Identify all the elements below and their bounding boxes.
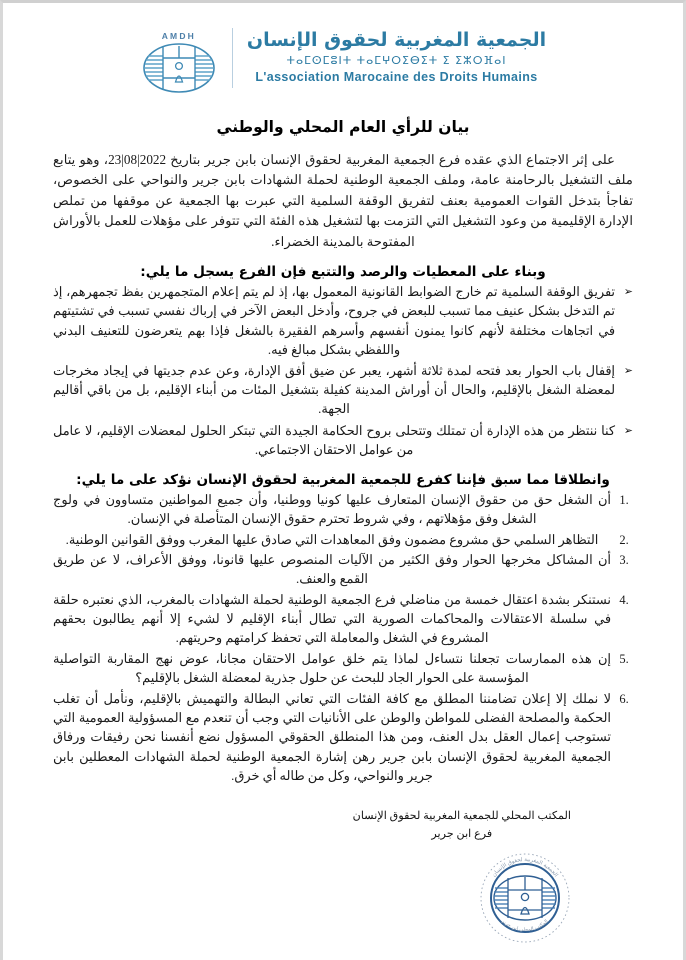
- page-sheet: [9, 8, 677, 960]
- org-name-tifinagh: ⵜⴰⵎⵙⵎⵓⵏⵜ ⵜⴰⵎⵖⵔⵉⴱⵉⵜ ⵉ ⵉⵣⵔⴼⴰⵏ: [286, 53, 507, 67]
- demands-heading: وانطلاقا مما سبق فإننا كفرع للجمعية المغربية لحقوق الإنسان نؤكد على ما يلي:: [76, 471, 610, 488]
- signature-branch: فرع ابن جرير: [431, 828, 493, 841]
- list-item-number: 6 .: [615, 690, 633, 709]
- document-body: [9, 100, 677, 951]
- list-item: [53, 362, 633, 420]
- list-item-text: إن هذه الممارسات تجعلنا نتساءل لماذا يتم خلق عوامل الاحتقان مجانا، عوض نهج المقاربة التواصلية المؤسسة على الحوار الجاد للبحث عن حلول جذرية لمعضلة الشغل بالإقليم؟: [53, 651, 611, 686]
- stamp-area: [53, 850, 633, 951]
- list-item-text: نستنكر بشدة اعتقال خمسة من مناضلي فرع الجمعية الوطنية لحملة الشهادات بالمغرب، الذي نعتبره حلقة في سلسلة الاعتقالات والمحاكمات الصورية التي تطال أبناء الإقليم لا لشيء إلا أنهم يطالبون بحقهم المشروع في الشغل والمعاملة التي تحفظ كرامتهم وحريتهم.: [53, 592, 611, 646]
- signature-block: [53, 808, 633, 844]
- list-item: [53, 650, 626, 689]
- list-item-text: التظاهر السلمي حق مشروع مضمون وفق المعاهدات التي صادق عليها المغرب ووفق القوانين الوطنية.: [65, 532, 599, 547]
- signature-lines: [353, 808, 571, 844]
- page-title: بيان للرأي العام المحلي والوطني: [216, 118, 470, 136]
- observations-heading: وبناء على المعطيات والرصد والتتبع فإن الفرع يسجل ما يلي:: [140, 264, 546, 281]
- observations-list: [53, 283, 633, 460]
- signature-office: المكتب المحلي للجمعية المغربية لحقوق الإنسان: [352, 810, 571, 823]
- list-item: [53, 531, 626, 550]
- svg-text:الجمعية المغربية لحقوق الإنسان: الجمعية المغربية لحقوق الإنسان: [491, 857, 559, 879]
- letterhead-text-block: [247, 29, 546, 87]
- org-name-french: L'association Marocaine des Droits Humains: [255, 70, 538, 85]
- intro-paragraph: على إثر الاجتماع الذي عقده فرع الجمعية المغربية لحقوق الإنسان بابن جرير بتاريخ 2022|08|23، وهو يتابع ملف التشغيل بالرحامنة عامة، وملف الجمعية الوطنية لحملة الشهادات بابن جرير والنواحي على الخصوص، تفاجأ بتدخل القوات العمومية بعنف لتفريق الوقفة السلمية التي عبرت بها الجمعية عن موقفها من تملص الإدارة الإقليمية من وعود التشغيل التي التزمت بها لتشغيل هذه الفئة التي تتوفر على مؤهلات للعمل بالأوراش المفتوحة بالمدينة الخضراء.: [53, 152, 633, 249]
- svg-text:المكتب المحلي ابن جرير: المكتب المحلي ابن جرير: [500, 918, 550, 934]
- chevron-bullet-icon: ➢: [623, 365, 633, 378]
- amdh-round-stamp-icon: [477, 850, 573, 951]
- amdh-globe-seal-icon: [140, 22, 218, 94]
- list-item-number: 3 .: [615, 551, 633, 570]
- demands-list: [53, 491, 633, 786]
- list-item: [53, 283, 633, 360]
- org-name-arabic: الجمعية المغربية لحقوق الإنسان: [246, 29, 547, 52]
- list-item: [53, 422, 633, 460]
- list-item-number: 5 .: [615, 650, 633, 669]
- letterhead: [9, 8, 677, 100]
- amdh-acronym-label: AMDH: [161, 31, 197, 41]
- list-item-text: أن المشاكل مخرجها الحوار وفق الكثير من الآليات المنصوص عليها قانونا، ووفق الأعراف، لا عن طريق القمع والعنف.: [53, 553, 611, 587]
- list-item-number: 2 .: [615, 531, 633, 550]
- list-item-number: 4 .: [615, 591, 633, 610]
- list-item: [53, 491, 626, 530]
- chevron-bullet-icon: ➢: [623, 424, 633, 437]
- list-item-text: إقفال باب الحوار بعد فتحه لمدة ثلاثة أشهر، يعبر عن ضيق أفق الإدارة، وعن عدم جديتها في إيجاد مخرجات لمعضلة الشغل بالإقليم، والحال أن أوراش المدينة كفيلة بتشغيل المئات من أبناء الإقليم، بل من باقي أقاليم الجهة.: [53, 364, 615, 417]
- list-item: [53, 690, 626, 787]
- list-item: [53, 551, 626, 590]
- list-item-text: لا نملك إلا إعلان تضامننا المطلق مع كافة الفئات التي تعاني البطالة والتهميش بالإقليم، ونأمل أن تغلب الحكمة والمصلحة الفضلى للمواطن والوطن على الأنانيات التي وجب أن تنعدم مع المسؤولية العمومية التي تستوجب إعمال العقل بدل العنف، ومن هذا المنطلق الحقوقي المسؤول نضع أنفسنا نحن رفيقات ورفاق الجمعية المغربية لحقوق الإنسان بابن جرير رهن إشارة الجمعية الوطنية لحملة الشهادات المعطلين بابن جرير والنواحي، وكل من طاله أي خرق.: [53, 691, 611, 783]
- list-item-text: تفريق الوقفة السلمية تم خارج الضوابط القانونية المعمول بها، إذ لم يتم إعلام المتجمهرين بفظ تجمهرهم، إذ تم التدخل بشكل عنيف مما تسبب للبعض في جروح، وأدخل البعض الآخر في إرباك نفسي تسبب في تشتيتهم في اتجاهات مختلفة لأنهم كانوا يمنون أنفسهم وأسرهم الفقيرة بالشغل فإذا بهم يتعرضون للتعنيف البدني واللفظي بشكل مبالغ فيه.: [53, 285, 615, 357]
- list-item-text: كنا ننتظر من هذه الإدارة أن تمتلك وتتحلى بروح الحكامة الجيدة التي تبتكر الحلول لمعضلات الإقليم، لا عامل من عوامل الاحتقان الاجتماعي.: [53, 423, 615, 457]
- list-item-text: أن الشغل حق من حقوق الإنسان المتعارف عليها كونيا ووطنيا، وأن جميع المواطنين متساوون في ولوج الشغل وفق مؤهلاتهم ، وفي شروط تحترم حقوق الإنسان المتأصلة في الإنسان.: [53, 492, 611, 527]
- letterhead-divider: [232, 28, 233, 88]
- list-item-number: 1 .: [615, 491, 633, 510]
- list-item: [53, 591, 626, 649]
- chevron-bullet-icon: ➢: [623, 286, 633, 299]
